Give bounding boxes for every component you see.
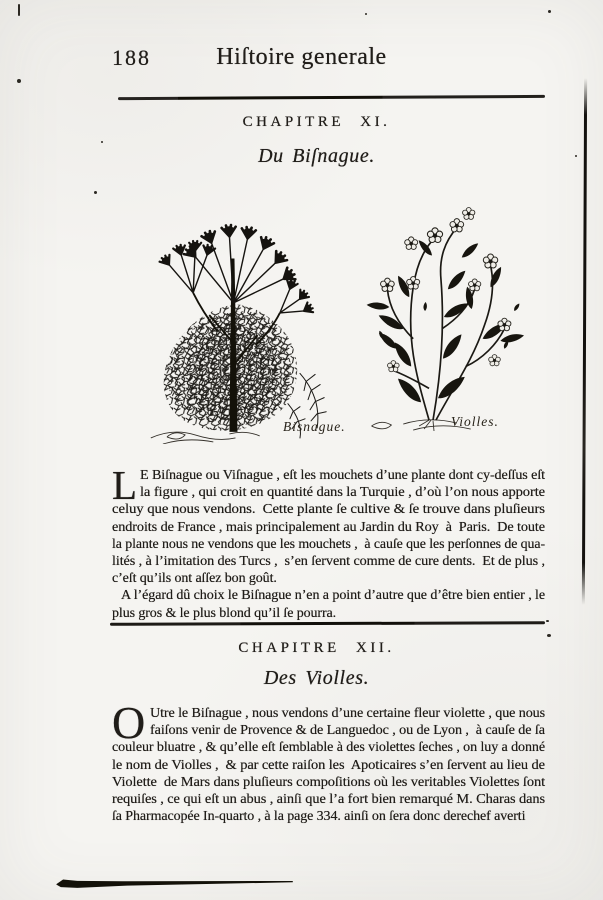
ink-speck: [101, 141, 103, 143]
body-line: [112, 739, 545, 756]
body-line: [112, 519, 545, 536]
body-line: [112, 757, 545, 774]
section-rule: [110, 621, 545, 625]
chapter-12-body: [112, 697, 546, 825]
body-line: [112, 501, 545, 518]
body-line: [112, 791, 545, 808]
body-line-text: plus gros & le plus blond qu’il ſe pourra.: [112, 605, 337, 621]
drop-cap-O: O: [112, 697, 146, 748]
body-line-text: le nom de Violles , & par cette raiſon les Apoticaires s’en ſervent au lieu de: [112, 757, 545, 773]
ink-speck: [18, 4, 20, 16]
header-rule: [118, 95, 545, 100]
body-line-text: Utre le Biſnague , nous vendons d’une certaine fleur violette , que nous: [150, 706, 546, 721]
drop-cap-L: L: [112, 462, 138, 508]
body-line: [112, 605, 545, 622]
body-line: [112, 536, 545, 553]
body-line-text: endroits de France , mais principalement au Jardin du Roy à Paris. De toute: [112, 519, 546, 535]
ink-speck: [546, 620, 549, 622]
ink-speck: [575, 155, 577, 157]
chapter-12-heading: CHAPITRE XII.: [238, 640, 395, 656]
chapter-11-title: Du Biſnague.: [258, 145, 375, 167]
body-line: [112, 808, 545, 825]
violles-illustration: [345, 192, 525, 432]
ink-speck: [94, 191, 97, 194]
bisnague-ground: [151, 432, 260, 444]
page-edge-line: [582, 78, 587, 605]
chapter-11-body: [112, 462, 546, 622]
body-line-text: requiſes , ce qui eſt un abus , ainſi que l’a fort bien remarqué M. Charas dans: [112, 791, 546, 807]
bisnague-caption: Bisnague.: [283, 419, 346, 434]
body-line-text: la plante nous ne vendons que les mouchets , à cauſe que les perſonnes de qua-: [112, 536, 545, 552]
body-line-text: E Biſnague ou Viſnague , eſt les mouchets d’une plante dont cy-deſſus eſt: [140, 468, 545, 483]
ink-speck: [365, 13, 367, 15]
violles-caption: Violles.: [451, 414, 499, 429]
body-line-text: faiſons venir de Provence & de Languedoc , ou de Lyon , à cauſe de ſa: [150, 723, 545, 739]
body-line-text: couleur bluatre , & qu’elle eſt ſemblable à des violettes ſeches , on luy a donné: [112, 740, 546, 756]
chapter-11-heading: CHAPITRE XI.: [242, 114, 391, 130]
ink-speck: [547, 634, 551, 637]
body-line: [112, 774, 545, 791]
body-line-text: lités , à l’imitation des Turcs , s’en ſervent comme de cure dents. Et de plus ,: [112, 553, 545, 569]
bisnague-umbels: [159, 225, 315, 316]
chapter-12-title: Des Violles.: [263, 667, 370, 689]
body-line: [140, 484, 545, 501]
ink-speck: [17, 79, 21, 83]
ink-smudge: [56, 875, 293, 890]
running-title: Hiſtoire generale: [216, 44, 387, 70]
bisnague-illustration: [135, 192, 340, 444]
ink-speck: [548, 10, 551, 13]
body-line: [112, 553, 545, 570]
body-line-text: celuy que nous vendons. Cette plante ſe cultive & ſe trouve dans pluſieurs: [112, 502, 545, 518]
body-line-text: c’eſt qu’ils ont aſſez bon goût.: [112, 571, 277, 587]
body-line-text: la figure , qui croit en quantité dans la Turquie , d’où l’on nous apporte: [140, 485, 545, 501]
body-line: [140, 467, 545, 484]
body-line-text: A l’égard dû choix le Biſnague n’en a point d’autre que d’être bien entier , le: [121, 588, 546, 604]
body-line: [112, 570, 545, 587]
body-line-text: Violette de Mars dans pluſieurs compoſitions où les veritables Violettes ſont: [112, 774, 545, 790]
body-line-text: ſa Pharmacopée In-quarto , à la page 334. ainſi on ſera donc derechef averti: [112, 809, 526, 825]
body-line: [121, 587, 545, 604]
body-line: [150, 705, 545, 722]
body-line: [150, 722, 545, 739]
page-number: 188: [112, 45, 151, 70]
